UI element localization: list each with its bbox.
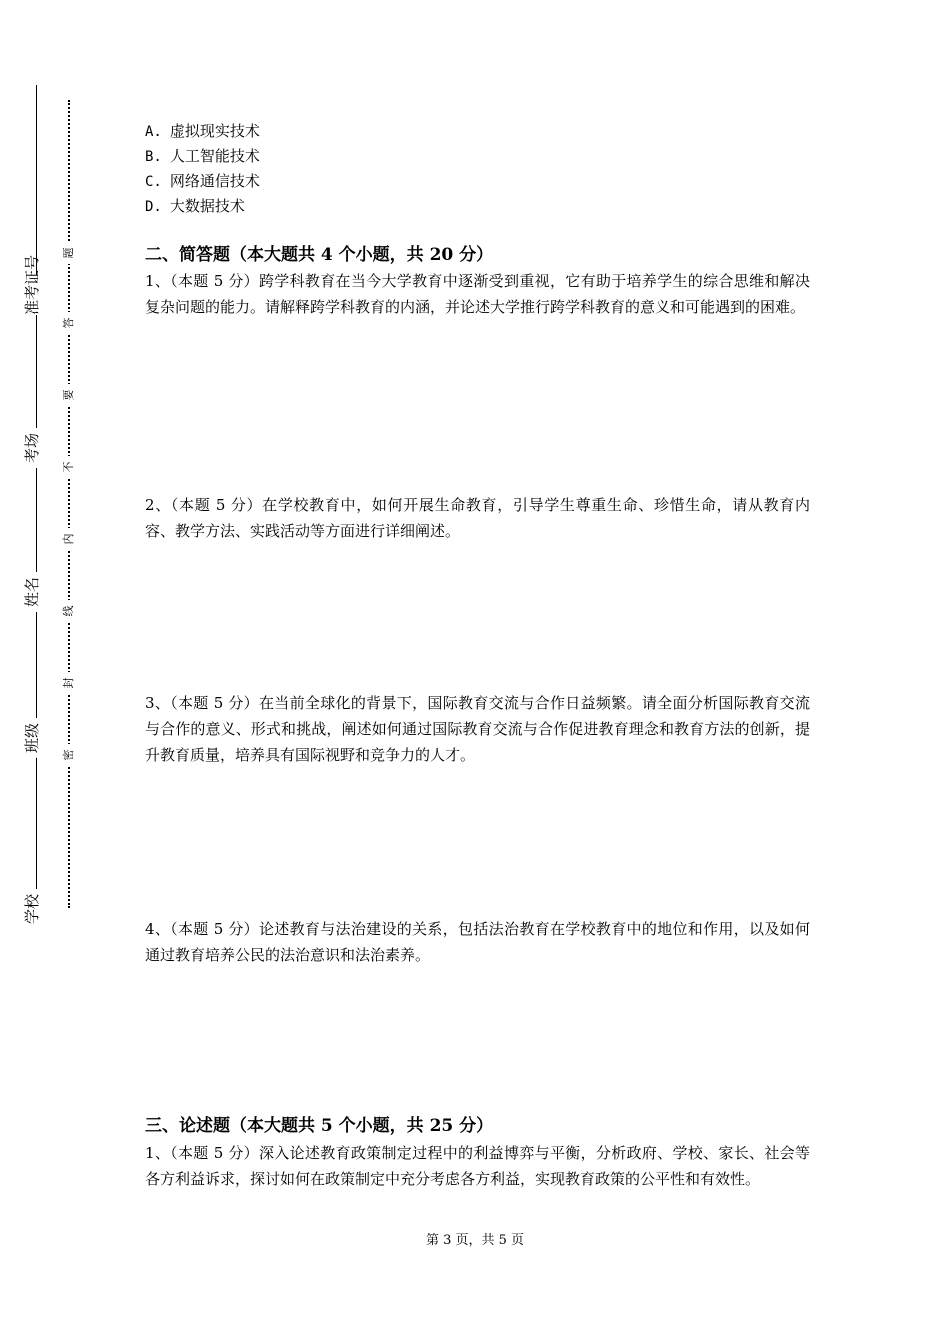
- question-2-2: 2、（本题 5 分）在学校教育中，如何开展生命教育，引导学生尊重生命、珍惜生命，请从教育内容、教学方法、实践活动等方面进行详细阐述。: [145, 496, 810, 540]
- seal-char-da: 答: [60, 312, 78, 334]
- seal-char-ti: 题: [60, 242, 78, 264]
- option-text: 大数据技术: [169, 197, 245, 215]
- question-2-1: 1、（本题 5 分）跨学科教育在当今大学教育中逐渐受到重视，它有助于培养学生的综合思维和解决复杂问题的能力。请解释跨学科教育的内涵，并论述大学推行跨学科教育的意义和可能遇到的困难。: [145, 272, 810, 316]
- option-c: [145, 171, 260, 192]
- page-number: 第 3 页，共 5 页: [425, 1233, 525, 1248]
- seal-char-xian: 线: [60, 600, 78, 622]
- binding-dotted-line: [68, 100, 70, 908]
- option-b: [145, 146, 260, 167]
- question-2-4: 4、（本题 5 分）论述教育与法治建设的关系，包括法治教育在学校教育中的地位和作用，以及如何通过教育培养公民的法治意识和法治素养。: [145, 920, 810, 964]
- question-2-3: 3、（本题 5 分）在当前全球化的背景下，国际教育交流与合作日益频繁。请全面分析国际教育交流与合作的意义、形式和挑战，阐述如何通过国际教育交流与合作促进教育理念和教育方法的创新，提升教育质量，培养具有国际视野和竞争力的人才。: [145, 694, 810, 764]
- option-text: 人工智能技术: [169, 147, 260, 165]
- option-a: [145, 121, 260, 142]
- option-text: 网络通信技术: [169, 172, 260, 190]
- section-title-essay: 三、论述题（本大题共 5 个小题，共 25 分）: [145, 1116, 494, 1136]
- seal-char-mi: 密: [60, 744, 78, 766]
- option-letter: C.: [145, 174, 162, 190]
- question-3-1: 1、（本题 5 分）深入论述教育政策制定过程中的利益博弈与平衡，分析政府、学校、家长、社会等各方利益诉求，探讨如何在政策制定中充分考虑各方利益，实现教育政策的公平性和有效性。: [145, 1144, 810, 1188]
- seal-char-yao: 要: [60, 384, 78, 406]
- seal-char-nei: 内: [60, 528, 78, 550]
- option-d: [145, 196, 245, 217]
- option-letter: B.: [145, 149, 162, 165]
- school-label: 学校: [16, 889, 48, 929]
- section-title-short-answer: 二、简答题（本大题共 4 个小题，共 20 分）: [145, 245, 494, 265]
- option-letter: D.: [145, 199, 162, 215]
- binding-solid-line: [36, 85, 37, 917]
- option-text: 虚拟现实技术: [169, 122, 260, 140]
- seal-char-bu: 不: [60, 456, 78, 478]
- class-label: 班级: [16, 718, 48, 758]
- exam-room-label: 考场: [16, 428, 48, 468]
- option-letter: A.: [145, 124, 162, 140]
- seal-char-feng: 封: [60, 672, 78, 694]
- name-label: 姓名: [16, 572, 48, 612]
- exam-id-label: 准考证号: [16, 275, 48, 315]
